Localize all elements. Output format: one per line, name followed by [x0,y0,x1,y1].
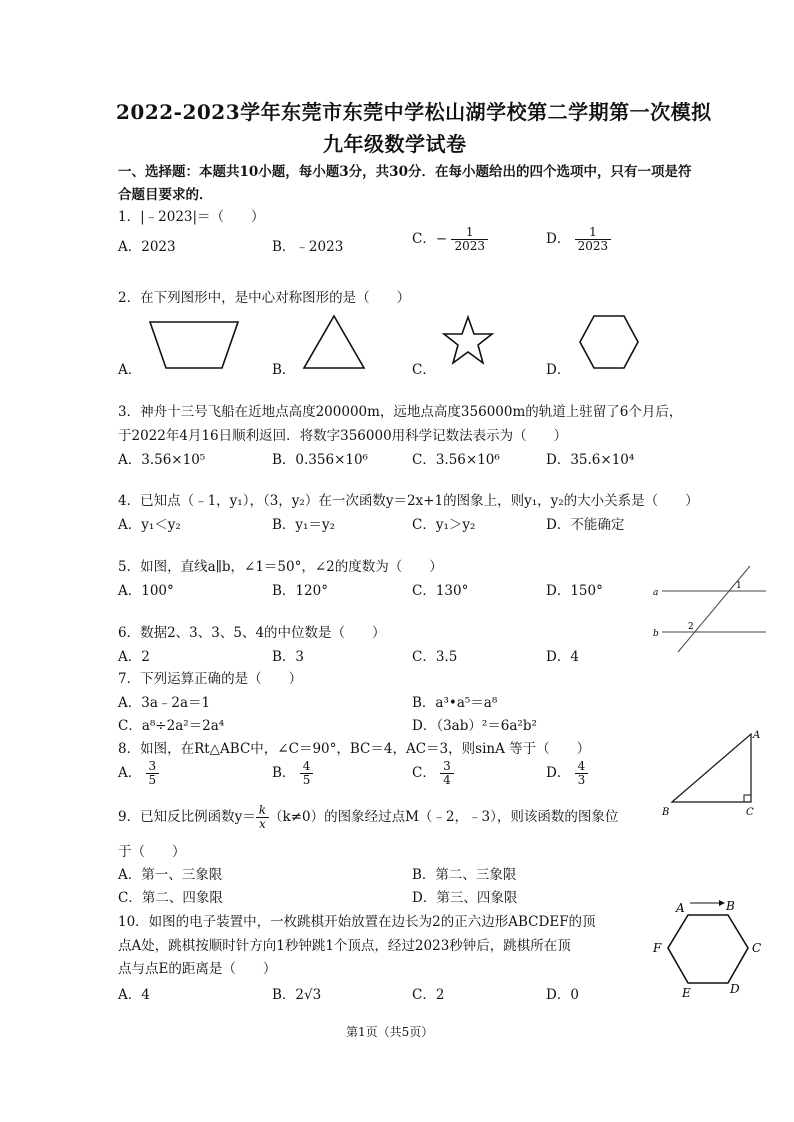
q2-option-b: B． [272,362,296,378]
fraction-numerator: 1 [465,225,474,239]
q4-option-c: C．y₁＞y₂ [412,517,476,533]
q3-stem-line-1: 3．神舟十三号飞船在近地点高度200000m，远地点高度356000m的轨道上驻留了6个月后， [118,404,683,420]
angle-1-label: 1 [736,581,742,591]
q1-option-d [546,226,611,253]
star-figure [440,314,496,368]
q5-option-b: B．120° [272,583,328,599]
q10-option-a: A．4 [118,987,150,1003]
q2-option-a: A． [118,362,142,378]
fraction-denominator: 2023 [575,239,612,253]
fraction-denominator: 5 [300,773,314,787]
trapezoid-figure [140,316,250,374]
q3-option-b: B．0.356×10⁶ [272,452,368,468]
q1-option-d-label: D． [546,231,571,247]
q10-option-c: C．2 [412,987,445,1003]
q5-stem: 5．如图，直线a∥b，∠1＝50°，∠2的度数为（ ） [118,559,443,575]
q8-option-b-fraction [300,760,314,787]
q8-option-a-label: A． [118,765,142,781]
q9-stem-pre: 9．已知反比例函数y＝ [118,809,256,825]
q8-option-d-fraction [575,760,589,787]
fraction-denominator: 5 [146,773,160,787]
q4-option-d: D．不能确定 [546,517,625,533]
q9-option-c: C．第二、四象限 [118,890,223,906]
fraction-numerator: 1 [589,225,597,239]
q9-option-d: D．第三、四象限 [412,890,518,906]
right-triangle-figure [660,728,770,820]
q9-stem-line-2: 于（ ） [118,844,186,860]
q2-stem: 2．在下列图形中，是中心对称图形的是（ ） [118,290,411,306]
q5-option-a: A．100° [118,583,174,599]
q8-option-b-label: B． [272,765,296,781]
fraction-denominator: 2023 [451,239,488,253]
q8-option-a [118,760,159,787]
q8-option-d-label: D． [546,765,571,781]
vertex-e-label: E [682,986,691,1000]
q9-stem-post: （k≠0）的图象经过点M（﹣2，﹣3），则该函数的图象位 [269,809,619,825]
q1-option-c-label: C． [412,231,436,247]
q1-stem: 1．|﹣2023|＝（ ） [118,209,265,225]
q7-option-c: C．a⁸÷2a²＝2a⁴ [118,718,225,734]
fraction-numerator: 4 [302,759,311,773]
q2-option-c: C． [412,362,436,378]
q8-option-a-fraction [146,760,160,787]
q8-option-b [272,760,313,787]
q1-option-b: B．﹣2023 [272,239,344,255]
q8-option-d [546,760,588,787]
q10-option-b: B．2√3 [272,987,322,1003]
hexagon-figure [576,312,642,372]
q1-option-c-fraction [451,226,488,253]
q10-option-d: D．0 [546,987,579,1003]
q4-option-a: A．y₁＜y₂ [118,517,181,533]
q6-option-a: A．2 [118,649,150,665]
q1-option-c-sign: − [435,231,448,247]
q6-option-c: C．3.5 [412,649,458,665]
angle-2-label: 2 [688,622,694,632]
page-footer: 第1页（共5页） [346,1025,434,1039]
q1-option-c [412,226,488,253]
q10-stem-line-3: 点与点E的距离是（ ） [118,961,277,977]
fraction-numerator: k [258,803,266,817]
q10-stem-line-1: 10．如图的电子装置中，一枚跳棋开始放置在边长为2的正六边形ABCDEF的顶 [118,914,596,930]
triangle-figure [298,312,370,374]
q9-stem [118,804,618,831]
vertex-b-label: B [726,899,735,913]
q9-option-a: A．第一、三象限 [118,867,223,883]
q9-k-over-x-fraction [256,804,269,831]
q8-stem: 8．如图，在Rt△ABC中，∠C＝90°，BC＝4，AC＝3，则sinA 等于（ ） [118,741,591,757]
q9-option-b: B．第二、三象限 [412,867,517,883]
q6-option-b: B．3 [272,649,305,665]
q8-option-c-label: C． [412,765,436,781]
q2-option-d: D． [546,362,571,378]
hexagon-abcdef-figure [648,893,772,1003]
q3-stem-line-2: 于2022年4月16日顺利返回．将数字356000用科学记数法表示为（ ） [118,428,568,444]
q5-option-d: D．150° [546,583,603,599]
fraction-numerator: 3 [443,759,451,773]
q6-stem: 6．数据2、3、3、5、4的中位数是（ ） [118,625,386,641]
q8-option-c-fraction [440,760,454,787]
q1-option-a: A．2023 [118,239,176,255]
q3-option-c: C．3.56×10⁶ [412,452,500,468]
vertex-a-label: A [753,730,761,741]
vertex-f-label: F [653,941,662,955]
fraction-denominator: 4 [440,773,454,787]
fraction-numerator: 4 [577,759,586,773]
q5-option-c: C．130° [412,583,469,599]
vertex-c-label: C [746,807,754,818]
title-line-1: 2022-2023学年东莞市东莞中学松山湖学校第二学期第一次模拟 [116,100,712,124]
q1-option-d-fraction [575,226,612,253]
q4-stem: 4．已知点（﹣1，y₁），（3，y₂）在一次函数y＝2x+1的图象上，则y₁，y₂的大小关系是（ ） [118,493,699,509]
q3-option-a: A．3.56×10⁵ [118,452,206,468]
fraction-numerator: 3 [148,759,157,773]
fraction-denominator: 3 [575,773,589,787]
section-header-line-2: 合题目要求的． [118,187,213,203]
q7-stem: 7．下列运算正确的是（ ） [118,671,303,687]
q7-option-d: D．（3ab）²＝6a²b² [412,718,537,734]
vertex-b-label: B [662,807,670,818]
q7-option-a: A．3a﹣2a＝1 [118,695,211,711]
vertex-d-label: D [730,982,740,996]
fraction-denominator: x [256,817,269,831]
q8-option-c [412,760,454,787]
title-line-2: 九年级数学试卷 [323,132,467,156]
q4-option-b: B．y₁＝y₂ [272,517,335,533]
line-b-label: b [653,629,659,639]
line-a-label: a [653,588,659,598]
q6-option-d: D．4 [546,649,579,665]
vertex-a-label: A [676,901,685,915]
parallel-lines-figure [650,560,770,656]
q3-option-d: D．35.6×10⁴ [546,452,635,468]
q10-stem-line-2: 点A处，跳棋按顺时针方向1秒钟跳1个顶点，经过2023秒钟后，跳棋所在顶 [118,938,571,954]
vertex-c-label: C [752,941,762,955]
section-header-line-1: 一、选择题：本题共10小题，每小题3分，共30分．在每小题给出的四个选项中，只有一项是符 [118,164,692,180]
q7-option-b: B．a³•a⁵＝a⁸ [412,695,498,711]
